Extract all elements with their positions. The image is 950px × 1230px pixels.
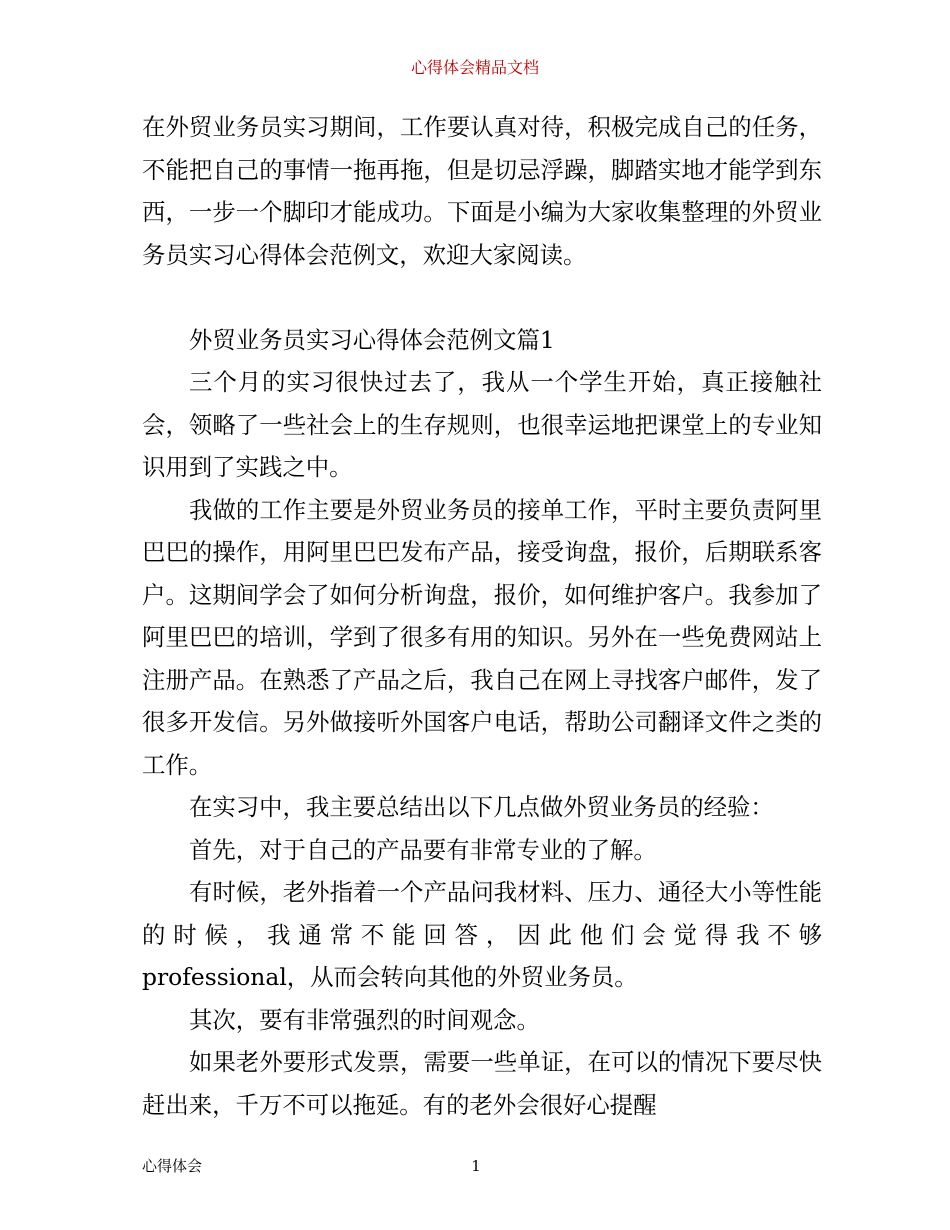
footer-label: 心得体会 <box>142 1157 203 1175</box>
body-paragraph: 三个月的实习很快过去了，我从一个学生开始，真正接触社会，领略了一些社会上的生存规则，也很幸运地把课堂上的专业知识用到了实践之中。 <box>142 368 822 481</box>
section-title: 外贸业务员实习心得体会范例文篇1 <box>189 325 555 354</box>
document-body <box>142 106 822 1126</box>
body-paragraph: 如果老外要形式发票，需要一些单证，在可以的情况下要尽快赶出来，千万不可以拖延。有的老外会很好心提醒 <box>142 1048 822 1119</box>
body-paragraph: 有时候，老外指着一个产品问我材料、压力、通径大小等性能的时候，我通常不能回答，因此他们会觉得我不够professional，从而会转向其他的外贸业务员。 <box>142 878 822 991</box>
body-paragraph: 其次，要有非常强烈的时间观念。 <box>189 1005 540 1034</box>
body-paragraph: 我做的工作主要是外贸业务员的接单工作，平时主要负责阿里巴巴的操作，用阿里巴巴发布产品，接受询盘，报价，后期联系客户。这期间学会了如何分析询盘，报价，如何维护客户。我参加了阿里巴巴的培训，学到了很多有用的知识。另外在一些免费网站上注册产品。在熟悉了产品之后，我自己在网上寻找客户邮件，发了很多开发信。另外做接听外国客户电话，帮助公司翻译文件之类的工作。 <box>142 495 822 779</box>
intro-paragraph: 在外贸业务员实习期间，工作要认真对待，积极完成自己的任务，不能把自己的事情一拖再拖，但是切忌浮躁，脚踏实地才能学到东西，一步一个脚印才能成功。下面是小编为大家收集整理的外贸业务员实习心得体会范例文，欢迎大家阅读。 <box>142 113 822 269</box>
paragraph-spacer <box>142 276 822 319</box>
body-paragraph: 首先，对于自己的产品要有非常专业的了解。 <box>189 835 657 864</box>
page-number: 1 <box>471 1157 481 1175</box>
document-header-title: 心得体会精品文档 <box>410 58 539 77</box>
body-paragraph: 在实习中，我主要总结出以下几点做外贸业务员的经验： <box>189 793 774 821</box>
